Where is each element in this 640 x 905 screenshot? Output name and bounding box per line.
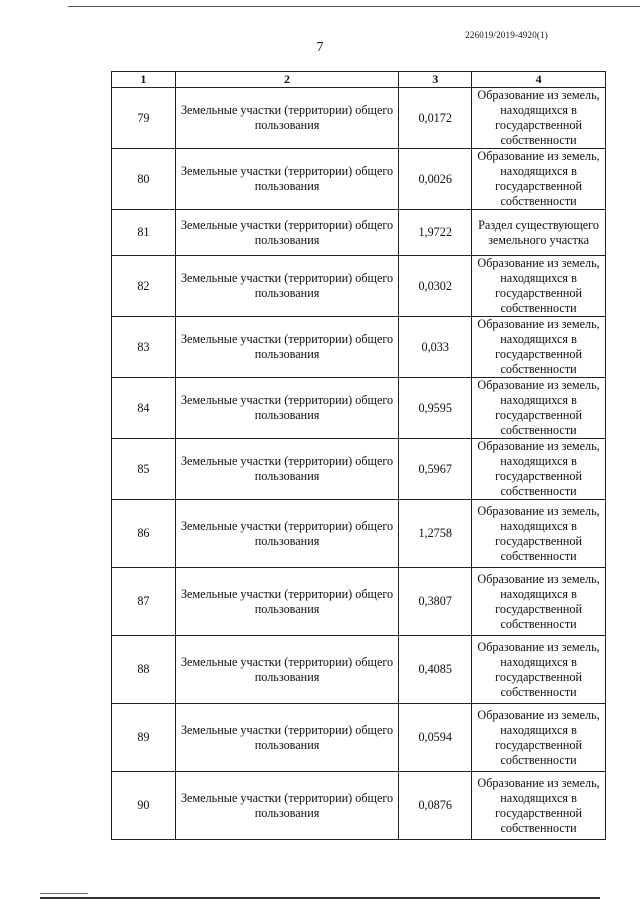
row-number: 90 — [112, 772, 176, 840]
bottom-rule — [40, 897, 600, 899]
page-number: 7 — [316, 40, 324, 55]
row-area: 0,0594 — [399, 704, 472, 772]
top-rule — [68, 6, 640, 7]
row-plot-type: Земельные участки (территории) общего пользования — [175, 568, 398, 636]
row-plot-type: Земельные участки (территории) общего пользования — [175, 636, 398, 704]
row-number: 89 — [112, 704, 176, 772]
header-row — [112, 72, 606, 88]
row-formation-method: Образование из земель, находящихся в государственной собственности — [472, 439, 606, 500]
table-row — [112, 772, 606, 840]
row-formation-method: Образование из земель, находящихся в государственной собственности — [472, 772, 606, 840]
table-row — [112, 256, 606, 317]
row-number: 83 — [112, 317, 176, 378]
header-col-3: 3 — [399, 72, 472, 88]
row-plot-type: Земельные участки (территории) общего пользования — [175, 88, 398, 149]
row-number: 80 — [112, 149, 176, 210]
row-formation-method: Образование из земель, находящихся в государственной собственности — [472, 636, 606, 704]
header-col-4: 4 — [472, 72, 606, 88]
table-row — [112, 210, 606, 256]
row-formation-method: Образование из земель, находящихся в государственной собственности — [472, 256, 606, 317]
row-number: 85 — [112, 439, 176, 500]
row-number: 79 — [112, 88, 176, 149]
table-body — [112, 88, 606, 840]
row-plot-type: Земельные участки (территории) общего пользования — [175, 256, 398, 317]
row-plot-type: Земельные участки (территории) общего пользования — [175, 439, 398, 500]
row-plot-type: Земельные участки (территории) общего пользования — [175, 772, 398, 840]
row-plot-type: Земельные участки (территории) общего пользования — [175, 149, 398, 210]
table-row — [112, 439, 606, 500]
header-col-1: 1 — [112, 72, 176, 88]
row-plot-type: Земельные участки (территории) общего пользования — [175, 210, 398, 256]
table-row — [112, 500, 606, 568]
row-plot-type: Земельные участки (территории) общего пользования — [175, 500, 398, 568]
row-plot-type: Земельные участки (территории) общего пользования — [175, 317, 398, 378]
row-area: 0,0026 — [399, 149, 472, 210]
row-area: 0,4085 — [399, 636, 472, 704]
row-area: 0,3807 — [399, 568, 472, 636]
row-area: 0,033 — [399, 317, 472, 378]
table-row — [112, 378, 606, 439]
table-row — [112, 636, 606, 704]
row-plot-type: Земельные участки (территории) общего пользования — [175, 704, 398, 772]
row-number: 88 — [112, 636, 176, 704]
row-formation-method: Образование из земель, находящихся в государственной собственности — [472, 568, 606, 636]
row-formation-method: Образование из земель, находящихся в государственной собственности — [472, 149, 606, 210]
table-row — [112, 149, 606, 210]
row-formation-method: Образование из земель, находящихся в государственной собственности — [472, 704, 606, 772]
row-area: 1,2758 — [399, 500, 472, 568]
row-formation-method: Образование из земель, находящихся в государственной собственности — [472, 88, 606, 149]
row-area: 0,0302 — [399, 256, 472, 317]
row-plot-type: Земельные участки (территории) общего пользования — [175, 378, 398, 439]
row-number: 84 — [112, 378, 176, 439]
row-area: 0,0876 — [399, 772, 472, 840]
row-formation-method: Образование из земель, находящихся в государственной собственности — [472, 500, 606, 568]
row-area: 1,9722 — [399, 210, 472, 256]
row-formation-method: Образование из земель, находящихся в государственной собственности — [472, 378, 606, 439]
table-row — [112, 568, 606, 636]
table-row — [112, 704, 606, 772]
row-number: 86 — [112, 500, 176, 568]
bottom-mark — [40, 893, 88, 894]
row-number: 82 — [112, 256, 176, 317]
row-number: 87 — [112, 568, 176, 636]
row-formation-method: Раздел существующего земельного участка — [472, 210, 606, 256]
table-row — [112, 317, 606, 378]
row-area: 0,0172 — [399, 88, 472, 149]
row-number: 81 — [112, 210, 176, 256]
row-formation-method: Образование из земель, находящихся в государственной собственности — [472, 317, 606, 378]
row-area: 0,5967 — [399, 439, 472, 500]
land-plots-table — [111, 71, 606, 840]
header-col-2: 2 — [175, 72, 398, 88]
row-area: 0,9595 — [399, 378, 472, 439]
document-id: 226019/2019-4920(1) — [465, 30, 548, 40]
table-row — [112, 88, 606, 149]
